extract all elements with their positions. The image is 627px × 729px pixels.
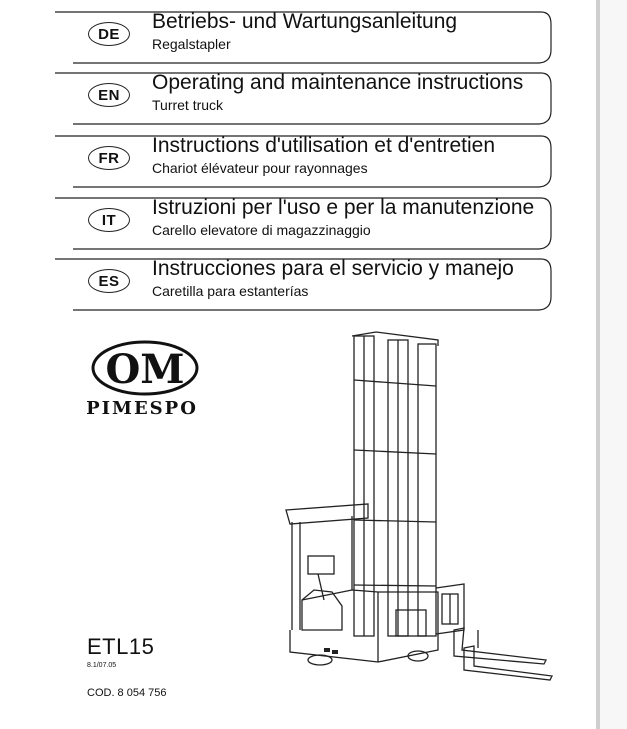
lang-title: Betriebs- und Wartungsanleitung: [152, 10, 458, 33]
lang-block-es: [73, 257, 552, 309]
lang-code-badge: FR: [88, 146, 130, 170]
turret-truck-icon: [268, 330, 554, 696]
lang-code-badge: IT: [88, 208, 130, 232]
product-code: COD. 8 054 756: [87, 687, 167, 699]
lang-title: Instrucciones para el servicio y manejo: [152, 257, 514, 280]
lang-block-en: [73, 71, 552, 123]
lang-subtitle: Regalstapler: [152, 36, 231, 52]
logo-letters: OM: [105, 346, 185, 393]
lang-title: Instructions d'utilisation et d'entretien: [152, 134, 496, 157]
lang-title: Istruzioni per l'uso e per la manutenzione: [152, 196, 535, 219]
lang-code-badge: DE: [88, 22, 130, 46]
lang-title: Operating and maintenance instructions: [152, 71, 524, 94]
model-name: ETL15: [87, 634, 155, 659]
brand-name: PIMESPO: [86, 398, 198, 419]
page-edge: [596, 0, 600, 729]
lang-subtitle: Carello elevatore di magazzinaggio: [152, 222, 371, 238]
lang-code-badge: ES: [88, 269, 130, 293]
lang-subtitle: Caretilla para estanterías: [152, 283, 309, 299]
lang-block-fr: [73, 134, 552, 186]
lang-subtitle: Turret truck: [152, 97, 224, 113]
lang-block-it: [73, 196, 552, 248]
lang-subtitle: Chariot élévateur pour rayonnages: [152, 160, 368, 176]
page-gutter: [600, 0, 627, 729]
edition-number: 8.1/07.05: [87, 662, 117, 669]
lang-code-badge: EN: [88, 83, 130, 107]
lang-block-de: [73, 10, 552, 62]
